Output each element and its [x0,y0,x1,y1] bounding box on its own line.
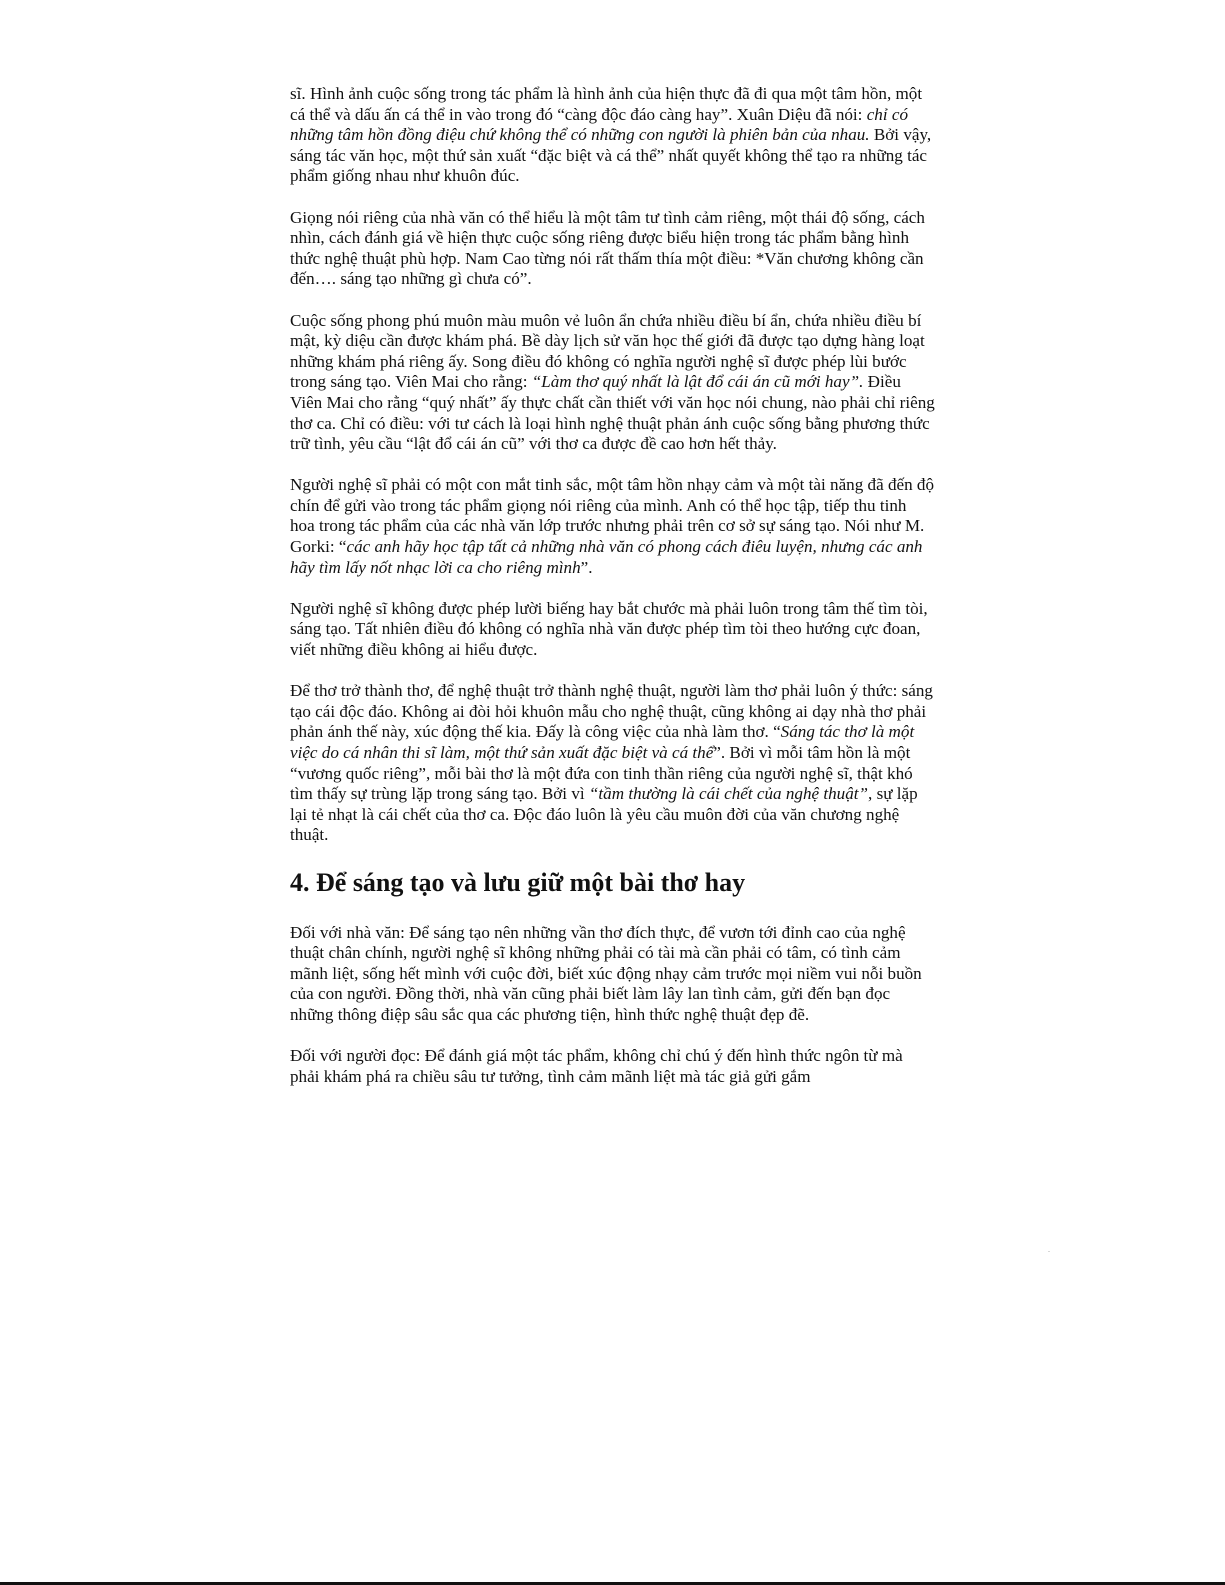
text-run: cá thể và dấu ấn cá thể in vào trong đó “càng độc đáo càng hay”. Xuân Diệu đã nói: [290,104,867,124]
text-run: lại tẻ nhạt là cái chết của thơ ca. Độc đáo luôn là yêu cầu muôn đời của văn chương nghệ [290,804,900,824]
text-run: ”. Bởi vì mỗi tâm hồn là một [713,743,911,762]
text-line [290,743,980,764]
italic-quote: “tầm thường là cái chết của nghệ thuật” [588,784,869,804]
section-heading: 4. Để sáng tạo và lưu giữ một bài thơ hay [290,867,746,897]
text-line [290,964,980,985]
text-run: mật, kỳ diệu cần được khám phá. Bề dày lịch sử văn học thế giới đã được tạo dựng hàng loạt [290,331,925,351]
body-text-section-bottom [290,923,980,1088]
paragraph [290,923,980,1026]
text-line [290,331,980,352]
text-line [290,249,980,270]
text-run: của con người. Đồng thời, nhà văn cũng phải biết làm lây lan tình cảm, gửi đến bạn đọc [290,984,891,1004]
text-line [290,681,980,702]
text-run: thuật chân chính, người nghệ sĩ không những phải có tài mà cần phải có tâm, có tình cảm [290,943,901,963]
text-run: phản ánh thế này, xúc động thế kia. Đấy là công việc của nhà làm thơ. “ [290,722,781,742]
text-run: tạo cái độc đáo. Không ai đòi hỏi khuôn mẫu cho nghệ thuật, cũng không ai dạy nhà thơ phải [290,701,927,721]
text-line [290,702,980,723]
paragraph [290,208,980,290]
text-line [290,764,980,785]
text-line [290,166,980,187]
text-run: những thông điệp sâu sắc qua các phương tiện, hình thức nghệ thuật đẹp đẽ. [290,1004,810,1024]
paragraph [290,681,980,846]
paragraph [290,599,980,661]
text-run: hoa trong tác phẩm của các nhà văn lớp trước nhưng phải trên cơ sở sự sáng tạo. Nói như M. [290,516,925,536]
text-run: viết những điều không ai hiểu được. [290,640,538,660]
paragraph [290,1046,980,1087]
text-line [290,984,980,1005]
text-run: Cuộc sống phong phú muôn màu muôn vẻ luôn ẩn chứa nhiều điều bí ẩn, chứa nhiều điều bí [290,310,922,330]
text-line [290,722,980,743]
text-run: ”. [580,557,593,577]
text-line [290,311,980,332]
text-run: những khám phá riêng ấy. Song điều đó không có nghĩa người nghệ sĩ được phép lùi bước [290,351,907,371]
text-line [290,1046,980,1067]
text-line [290,125,980,146]
text-run: , sự lặp [868,784,918,804]
text-run: phẩm giống nhau như khuôn đúc. [290,166,520,186]
text-run: thuật. [290,825,329,845]
italic-quote: các anh hãy học tập tất cả những nhà văn có phong cách điêu luyện, nhưng các anh [346,537,923,557]
body-text-section-top [290,84,980,846]
text-run: Viên Mai cho rằng “quý nhất” ấy thực chất cần thiết với văn học nói chung, nào phải chỉ riêng [290,392,935,412]
italic-quote: “Làm thơ quý nhất là lật đổ cái án cũ mới hay”. [531,372,864,392]
text-line [290,84,980,105]
text-line [290,558,980,579]
text-run: Người nghệ sĩ không được phép lười biếng hay bắt chước mà phải luôn trong tâm thế tìm tòi, [290,598,928,618]
text-line [290,269,980,290]
text-run: trong sáng tạo. Viên Mai cho rằng: [290,372,532,392]
paragraph [290,475,980,578]
text-run: sáng tác văn học, một thứ sản xuất “đặc biệt và cá thể” nhất quyết không thể tạo ra những tác [290,145,928,165]
italic-quote: việc do cá nhân thi sĩ làm, một thứ sản xuất đặc biệt và cá thể [290,743,714,762]
italic-quote: chỉ có [866,104,908,124]
text-run: nhìn, cách đánh giá về hiện thực cuộc sống riêng được biểu hiện trong tác phẩm bằng hình [290,228,910,248]
text-run: Đối với nhà văn: Để sáng tạo nên những vần thơ đích thực, để vươn tới đỉnh cao của nghệ [290,922,906,942]
text-line [290,146,980,167]
text-run: trữ tình, yêu cầu “lật đổ cái án cũ” với thơ ca được đề cao hơn hết thảy. [290,434,777,454]
paragraph [290,84,980,187]
italic-quote: hãy tìm lấy nốt nhạc lời ca cho riêng mình [290,557,581,577]
text-run: Điều [863,372,901,392]
text-line [290,537,980,558]
text-run: sĩ. Hình ảnh cuộc sống trong tác phẩm là hình ảnh của hiện thực đã đi qua một tâm hồn, một [290,84,923,103]
text-line [290,434,980,455]
text-run: Đối với người đọc: Để đánh giá một tác phẩm, không chỉ chú ý đến hình thức ngôn từ mà [290,1046,903,1066]
text-line [290,943,980,964]
text-run: mãnh liệt, sống hết mình với cuộc đời, biết xúc động nhạy cảm trước mọi niềm vui nỗi buồn [290,963,922,983]
text-line [290,1067,980,1088]
text-run: đến…. sáng tạo những gì chưa có”. [290,269,532,289]
text-line [290,352,980,373]
text-run: thơ ca. Chỉ có điều: với tư cách là loại hình nghệ thuật phản ánh cuộc sống bằng phương thức [290,413,930,433]
text-line [290,784,980,805]
text-line [290,805,980,826]
text-line [290,619,980,640]
text-run: Gorki: “ [290,537,347,557]
text-run: Giọng nói riêng của nhà văn có thể hiểu là một tâm tư tình cảm riêng, một thái độ sống, cách [290,207,925,227]
text-run: chín để gửi vào trong tác phẩm giọng nói riêng của mình. Anh có thể học tập, tiếp thu tinh [290,495,907,515]
text-line [290,599,980,620]
text-run: phải khám phá ra chiều sâu tư tưởng, tình cảm mãnh liệt mà tác giả gửi gắm [290,1066,811,1086]
text-line [290,414,980,435]
text-run: Bởi vậy, [869,125,932,145]
text-line [290,825,980,846]
text-line [290,105,980,126]
italic-quote: những tâm hồn đồng điệu chứ không thể có những con người là phiên bản của nhau. [290,125,870,145]
text-run: sáng tạo. Tất nhiên điều đó không có nghĩa nhà văn được phép tìm tòi theo hướng cực đoan, [290,619,921,639]
italic-quote: Sáng tác thơ là một [780,722,915,742]
text-line [290,475,980,496]
text-line [290,496,980,517]
text-line [290,923,980,944]
text-line [290,372,980,393]
text-run: thức nghệ thuật phù hợp. Nam Cao từng nói rất thấm thía một điều: *Văn chương không cần [290,248,924,268]
text-run: “vương quốc riêng”, mỗi bài thơ là một đứa con tinh thần riêng của người nghệ sĩ, thật khó [290,763,913,783]
text-line [290,393,980,414]
scan-speck [1048,1251,1050,1252]
text-run: tìm thấy sự trùng lặp trong sáng tạo. Bởi vì [290,784,589,804]
text-run: Người nghệ sĩ phải có một con mắt tinh sắc, một tâm hồn nhạy cảm và một tài năng đã đến độ [290,475,934,495]
text-line [290,516,980,537]
document-body [290,84,980,1108]
paragraph [290,311,980,455]
text-line [290,640,980,661]
text-line [290,208,980,229]
text-line [290,228,980,249]
text-run: Để thơ trở thành thơ, để nghệ thuật trở thành nghệ thuật, người làm thơ phải luôn ý thức: sáng [290,681,933,701]
text-line [290,1005,980,1026]
